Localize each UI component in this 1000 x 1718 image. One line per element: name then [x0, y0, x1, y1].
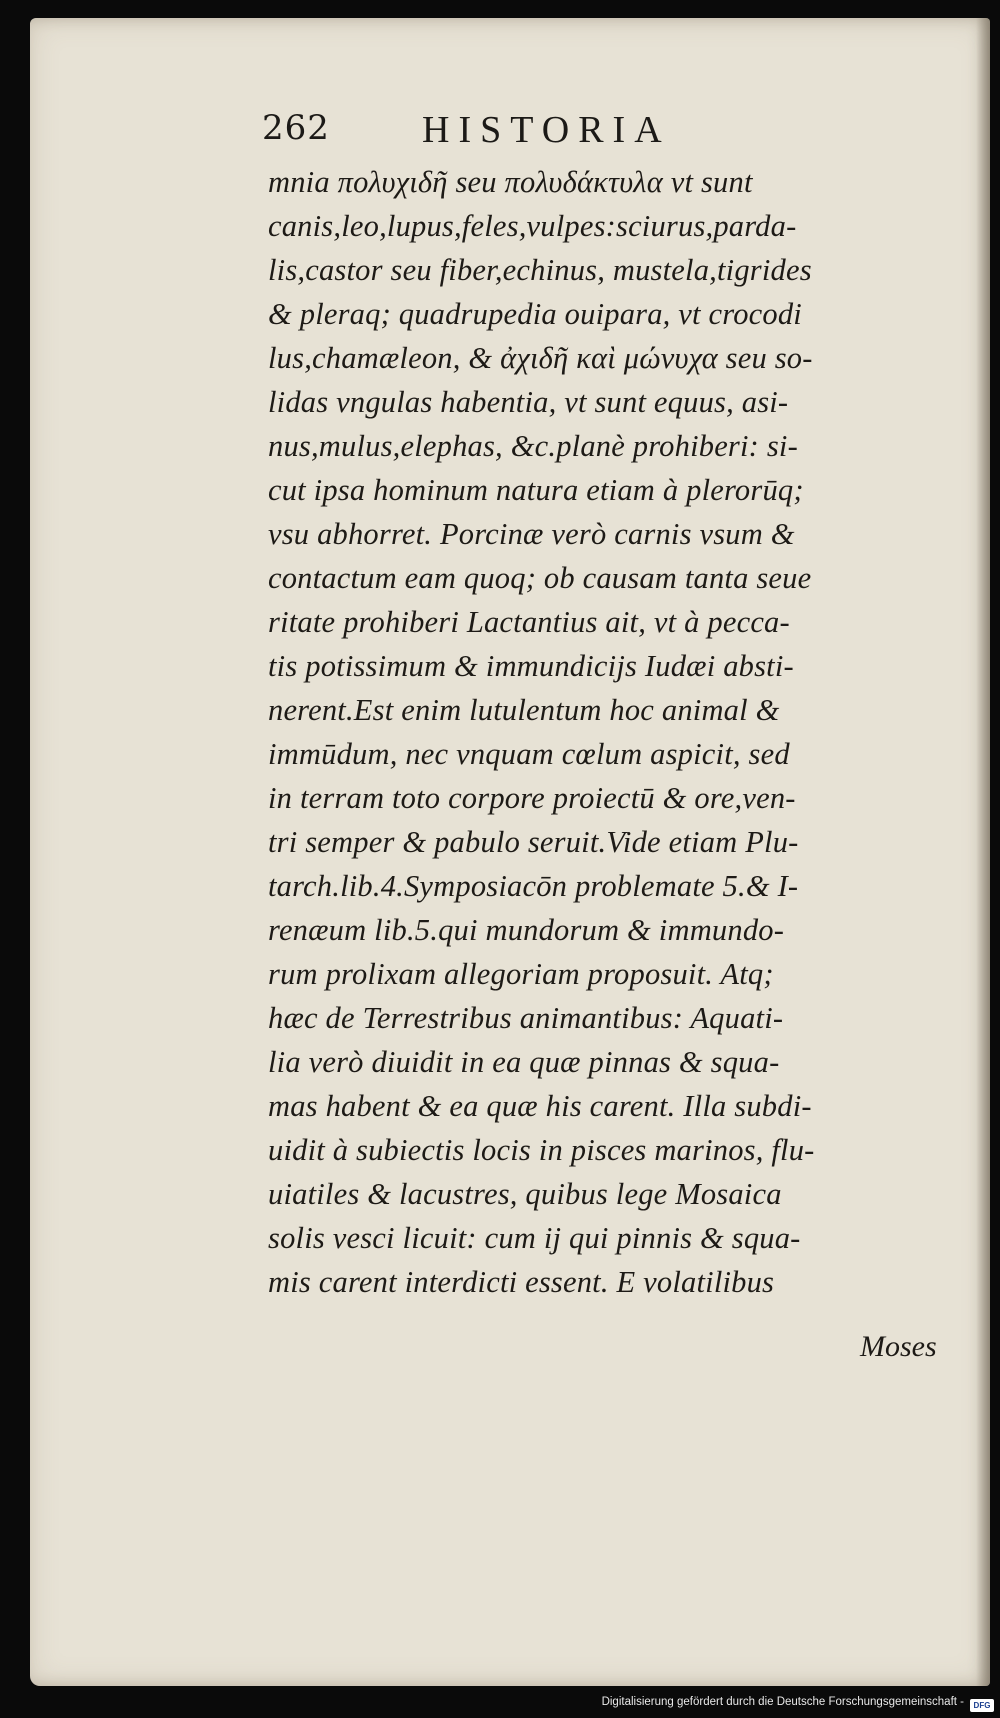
text-line: in terram toto corpore proiectū & ore,ven-: [268, 781, 796, 815]
running-title: HISTORIA: [422, 109, 671, 151]
text-line: tarch.lib.4.Symposiacōn problemate 5.& I-: [268, 869, 799, 903]
text-line: & pleraq; quadrupedia ouipara, vt crocodi: [268, 297, 802, 331]
digitization-footer: [0, 1696, 1000, 1718]
text-line: lis,castor seu fiber,echinus, mustela,tigrides: [268, 253, 812, 287]
text-line: immūdum, nec vnquam cœlum aspicit, sed: [268, 737, 790, 771]
text-line: mas habent & ea quæ his carent. Illa subdi-: [268, 1089, 812, 1123]
text-line: contactum eam quoq; ob causam tanta seue: [268, 561, 812, 595]
page-header: [262, 108, 782, 152]
text-line: solis vesci licuit: cum ij qui pinnis & squa-: [268, 1221, 801, 1255]
text-line: nus,mulus,elephas, &c.planè prohiberi: si-: [268, 429, 798, 463]
page-edge-shadow: [976, 18, 990, 1686]
text-line: mis carent interdicti essent. E volatilibus: [268, 1265, 775, 1299]
body-text: [268, 160, 968, 1304]
text-line: renæum lib.5.qui mundorum & immundo-: [268, 913, 785, 947]
funding-notice: Digitalisierung gefördert durch die Deutsche Forschungsgemeinschaft -: [601, 1696, 964, 1708]
text-line: uidit à subiectis locis in pisces marinos, flu-: [268, 1133, 815, 1167]
text-line: cut ipsa hominum natura etiam à plerorūq;: [268, 473, 804, 507]
text-line: mnia πολυχιδῆ seu πολυδάκτυλα vt sunt: [268, 165, 753, 199]
text-line: tis potissimum & immundicijs Iudæi absti-: [268, 649, 794, 683]
dfg-logo-icon: [970, 1699, 994, 1712]
text-line: nerent.Est enim lutulentum hoc animal &: [268, 693, 780, 727]
text-line: tri semper & pabulo seruit.Vide etiam Plu-: [268, 825, 799, 859]
text-line: vsu abhorret. Porcinæ verò carnis vsum &: [268, 517, 795, 551]
text-line: uiatiles & lacustres, quibus lege Mosaica: [268, 1177, 782, 1211]
text-line: ritate prohiberi Lactantius ait, vt à pecca-: [268, 605, 790, 639]
text-line: lia verò diuidit in ea quæ pinnas & squa-: [268, 1045, 780, 1079]
catchword: Moses: [860, 1330, 937, 1363]
text-line: rum prolixam allegoriam proposuit. Atq;: [268, 957, 774, 991]
text-line: hæc de Terrestribus animantibus: Aquati-: [268, 1001, 784, 1035]
page-number: 262: [262, 108, 330, 148]
text-line: lus,chamæleon, & ἀχιδῆ καὶ μώνυχα seu so-: [268, 341, 813, 375]
dfg-logo-text: DFG: [973, 1701, 991, 1710]
text-line: lidas vngulas habentia, vt sunt equus, asi-: [268, 385, 789, 419]
text-line: canis,leo,lupus,feles,vulpes:sciurus,parda-: [268, 209, 797, 243]
